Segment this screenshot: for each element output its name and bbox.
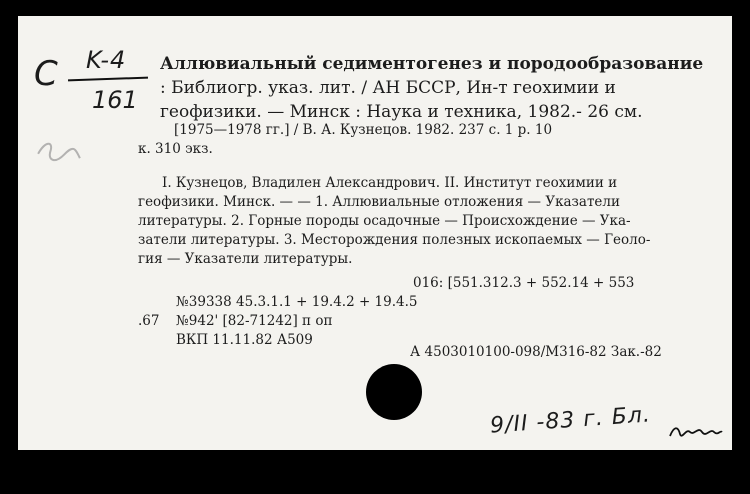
catalog-card bbox=[18, 16, 732, 450]
title-line-2: : Библиогр. указ. лит. / АН БССР, Ин-т геохимии и bbox=[160, 78, 616, 98]
bbk-index: №39338 45.3.1.1 + 19.4.2 + 19.4.5 bbox=[176, 294, 418, 310]
shelf-mark-letter: C bbox=[34, 54, 58, 94]
tracing-line-4: затели литературы. 3. Месторождения полезных ископаемых — Геоло- bbox=[138, 232, 651, 248]
udc-index: 016: [551.312.3 + 552.14 + 553 bbox=[413, 275, 635, 291]
shelf-mark-top: K-4 bbox=[86, 46, 127, 74]
tracing-line-5: гия — Указатели литературы. bbox=[138, 251, 353, 267]
faint-stamp-mark bbox=[32, 135, 85, 176]
shelf-mark-bottom: 161 bbox=[92, 86, 138, 114]
vkp-stamp: ВКП 11.11.82 А509 bbox=[176, 332, 313, 348]
shelf-mark-rule bbox=[68, 77, 148, 82]
punch-hole bbox=[366, 364, 422, 420]
title-line-3: геофизики. — Минск : Наука и техника, 1982.- 26 см. bbox=[160, 102, 643, 122]
tracing-line-3: литературы. 2. Горные породы осадочные — Происхождение — Ука- bbox=[138, 213, 631, 229]
udc-continuation: .67 bbox=[138, 313, 160, 329]
title-line-1: Аллювиальный седиментогенез и породообразование bbox=[160, 54, 704, 74]
tracing-line-2: геофизики. Минск. — — 1. Аллювиальные отложения — Указатели bbox=[138, 194, 620, 210]
shelf-mark bbox=[34, 46, 144, 126]
handwritten-scribble bbox=[668, 420, 724, 442]
imprint-block bbox=[138, 121, 552, 159]
tracing-block bbox=[138, 174, 650, 269]
order-number: А 4503010100-098/М316-82 Зак.-82 bbox=[410, 344, 662, 360]
imprint-line-1: [1975—1978 гг.] / В. А. Кузнецов. 1982. 237 с. 1 р. 10 bbox=[174, 122, 553, 138]
title-block bbox=[160, 52, 703, 124]
tracing-line-1: I. Кузнецов, Владилен Александрович. II. Институт геохимии и bbox=[162, 175, 618, 191]
request-number: №942' [82-71242] п оп bbox=[176, 313, 333, 329]
imprint-line-2: к. 310 экз. bbox=[138, 141, 213, 157]
handwritten-signature: 9/II -83 г. Бл. bbox=[489, 402, 652, 439]
